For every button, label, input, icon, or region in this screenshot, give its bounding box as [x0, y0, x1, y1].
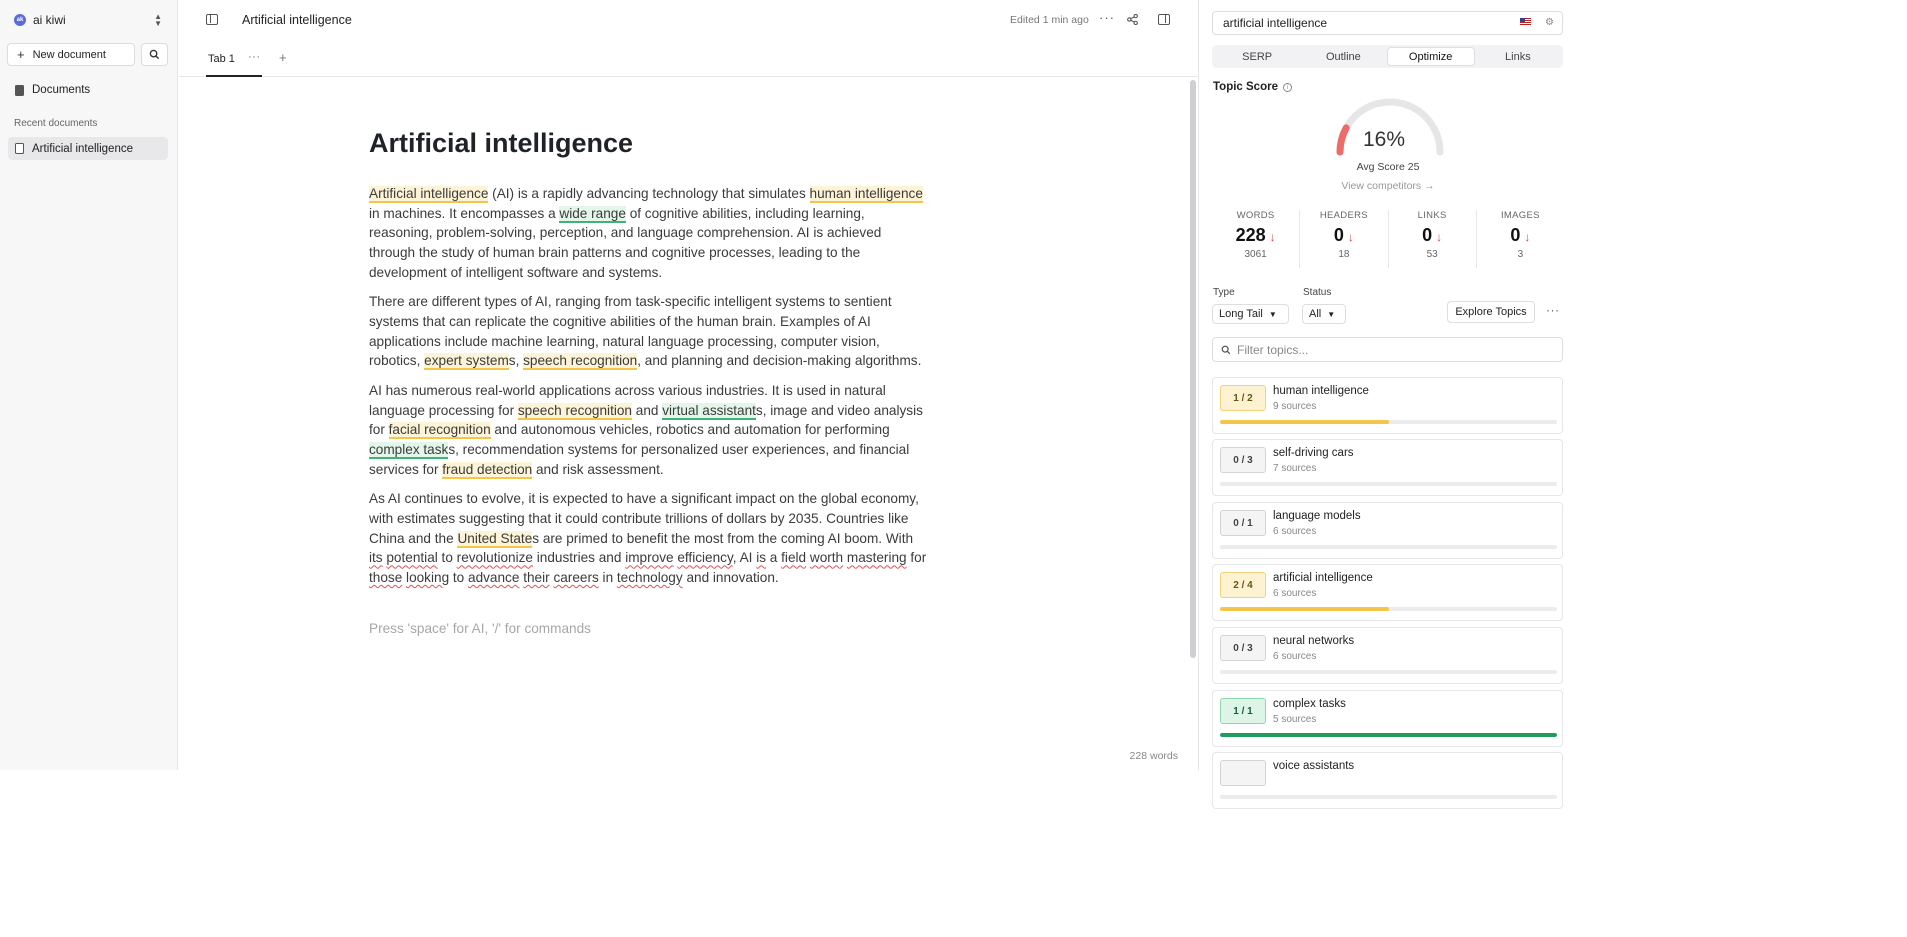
topic-sources: 9 sources	[1273, 401, 1317, 412]
topic-name: artificial intelligence	[1273, 572, 1373, 584]
type-dropdown[interactable]	[1212, 304, 1289, 324]
topic-score-value: 16%	[1362, 128, 1406, 151]
topic-ratio: 1 / 2	[1220, 385, 1266, 411]
word-count: 228 words	[1129, 750, 1178, 762]
stat-value-row	[1389, 225, 1476, 246]
topic-sources: 6 sources	[1273, 526, 1317, 537]
stat-label: HEADERS	[1319, 210, 1368, 221]
stat-value-row	[1477, 225, 1564, 246]
topic-progress	[1220, 420, 1557, 424]
workspace-logo-icon: ak	[14, 14, 26, 26]
stat-links	[1388, 210, 1476, 268]
sidebar	[0, 0, 178, 770]
topic-name: self-driving cars	[1273, 447, 1354, 459]
topic-progress	[1220, 482, 1557, 486]
editor-scrollbar[interactable]	[1190, 80, 1196, 658]
recent-documents-heading: Recent documents	[14, 118, 98, 129]
status-selected: All	[1309, 308, 1322, 320]
topic-progress-fill	[1220, 733, 1557, 737]
search-button[interactable]	[141, 43, 168, 66]
stat-headers	[1299, 210, 1387, 268]
topic-card[interactable]	[1212, 502, 1563, 559]
arrow-down-icon: ↓	[1269, 230, 1276, 244]
topic-card[interactable]	[1212, 627, 1563, 684]
topic-progress	[1220, 607, 1557, 611]
tab-optimize[interactable]: Optimize	[1387, 47, 1475, 66]
document-tabs	[179, 42, 1198, 77]
topic-ratio: 0 / 3	[1220, 635, 1266, 661]
topic-name: voice assistants	[1273, 760, 1355, 772]
stat-target: 18	[1338, 249, 1350, 260]
workspace-switcher[interactable]	[8, 9, 168, 31]
document-icon	[15, 85, 24, 96]
topic-score-heading	[1213, 81, 1292, 93]
topic-ratio: 1 / 1	[1220, 698, 1266, 724]
chevron-up-down-icon: ▲ ▼	[154, 12, 162, 28]
status-label: Status	[1303, 287, 1332, 298]
plus-icon: +	[17, 47, 25, 62]
arrow-down-icon: ↓	[1436, 230, 1443, 244]
toggle-right-panel-icon[interactable]	[1158, 14, 1170, 25]
status-dropdown[interactable]	[1302, 304, 1346, 324]
new-document-label: New document	[32, 48, 106, 61]
stat-target: 53	[1426, 249, 1438, 260]
topic-progress-fill	[1220, 607, 1389, 611]
stat-target: 3061	[1244, 249, 1267, 260]
topic-progress	[1220, 545, 1557, 549]
search-icon	[1221, 345, 1231, 355]
topic-card[interactable]	[1212, 690, 1563, 747]
type-label: Type	[1213, 287, 1235, 298]
optimization-panel	[1198, 0, 1568, 770]
topic-progress	[1220, 670, 1557, 674]
topic-progress	[1220, 795, 1557, 799]
panel-tabs	[1212, 45, 1563, 68]
topic-card[interactable]	[1212, 564, 1563, 621]
topic-name: neural networks	[1273, 635, 1355, 647]
topic-card[interactable]	[1212, 377, 1563, 434]
editor-placeholder[interactable]: Press 'space' for AI, '/' for commands	[369, 621, 591, 636]
keyword-value: artificial intelligence	[1223, 16, 1328, 30]
more-options-icon[interactable]: ···	[1546, 303, 1560, 317]
chevron-down-icon: ▼	[1268, 309, 1277, 319]
paragraph[interactable]: There are different types of AI, ranging from task-specific intelligent systems to sentient systems that can replicate the cognitive abilities of the human brain. Examples of AI applications include machine learning, natural language processing, computer vision, robotics, expert systems, speech recognition, and planning and decision-making algorithms.	[369, 294, 922, 369]
editor[interactable]	[179, 78, 1198, 770]
new-document-button[interactable]	[7, 43, 135, 66]
gear-icon[interactable]: ⚙	[1545, 17, 1554, 28]
stat-value-row	[1212, 225, 1299, 246]
edited-status: Edited 1 min ago	[1010, 14, 1089, 26]
tab-options-icon[interactable]: ···	[248, 51, 261, 63]
tab-serp[interactable]: SERP	[1242, 50, 1273, 63]
topic-name: human intelligence	[1273, 385, 1369, 397]
share-icon[interactable]	[1127, 14, 1138, 25]
toggle-sidebar-icon[interactable]	[206, 14, 218, 25]
workspace-name: ai kiwi	[33, 13, 66, 27]
topic-ratio	[1220, 760, 1266, 786]
paragraph[interactable]: Artificial intelligence (AI) is a rapidly advancing technology that simulates human intelligence in machines. It encompasses a wide range of cognitive abilities, including learning, reasoning, problem-solving, perception, and language comprehension. AI is achieved through the study of human brain patterns and cognitive processes, leading to the development of intelligent software and systems.	[369, 186, 923, 280]
topic-progress	[1220, 733, 1557, 737]
explore-topics-button[interactable]: Explore Topics	[1447, 301, 1535, 323]
sidebar-item-documents[interactable]	[8, 80, 168, 100]
stat-target: 3	[1517, 249, 1524, 260]
document-body[interactable]	[369, 184, 929, 598]
more-options-icon[interactable]: ···	[1099, 10, 1115, 25]
paragraph[interactable]: As AI continues to evolve, it is expected to have a significant impact on the global economy, with estimates suggesting that it could contribute trillions of dollars by 2035. Countries like China and the United States are primed to benefit the most from the coming AI boom. With its potential to revolutionize industries and improve efficiency, AI is a field worth mastering for those looking to advance their careers in technology and innovation.	[369, 491, 927, 586]
stat-label: IMAGES	[1500, 210, 1540, 221]
keyword-input[interactable]	[1212, 11, 1563, 35]
stat-value-row	[1300, 225, 1387, 246]
tab-outline[interactable]: Outline	[1325, 50, 1361, 63]
topic-ratio: 0 / 1	[1220, 510, 1266, 536]
topic-sources: 6 sources	[1273, 588, 1317, 599]
topic-ratio: 0 / 3	[1220, 447, 1266, 473]
arrow-down-icon: ↓	[1347, 230, 1354, 244]
view-competitors-link[interactable]: View competitors →	[1341, 180, 1435, 192]
topic-ratio: 2 / 4	[1220, 572, 1266, 598]
stat-value: 0	[1510, 225, 1521, 245]
document-title-breadcrumb: Artificial intelligence	[242, 13, 352, 27]
topic-sources: 6 sources	[1273, 651, 1317, 662]
type-selected: Long Tail	[1219, 308, 1263, 320]
stat-value: 228	[1235, 225, 1266, 245]
add-tab-icon[interactable]: +	[279, 50, 287, 65]
filter-placeholder: Filter topics...	[1237, 342, 1309, 357]
document-icon	[15, 143, 24, 154]
stat-images	[1476, 210, 1564, 268]
filter-topics-input[interactable]	[1212, 337, 1563, 362]
topic-sources: 7 sources	[1273, 463, 1317, 474]
topic-card[interactable]	[1212, 439, 1563, 496]
topic-name: complex tasks	[1273, 698, 1346, 710]
topic-sources: 5 sources	[1273, 714, 1317, 725]
topic-progress-fill	[1220, 420, 1389, 424]
recent-document-item[interactable]	[8, 137, 168, 160]
average-score: Avg Score 25	[1356, 161, 1420, 173]
stat-words	[1212, 210, 1299, 268]
chevron-down-icon: ▼	[1327, 309, 1336, 319]
topic-score-label: Topic Score	[1213, 81, 1278, 93]
stat-label: LINKS	[1417, 210, 1447, 221]
topic-name: language models	[1273, 510, 1361, 522]
us-flag-icon[interactable]	[1520, 18, 1531, 26]
topic-card[interactable]	[1212, 752, 1563, 809]
recent-document-label: Artificial intelligence	[32, 142, 133, 155]
stat-label: WORDS	[1236, 210, 1275, 221]
stat-value: 0	[1422, 225, 1433, 245]
stat-value: 0	[1333, 225, 1344, 245]
sidebar-item-label: Documents	[32, 84, 91, 96]
top-bar	[179, 0, 1198, 42]
tab-links[interactable]: Links	[1505, 50, 1531, 63]
info-icon[interactable]: i	[1283, 83, 1292, 92]
tab-label: Tab 1	[208, 52, 235, 65]
paragraph[interactable]: AI has numerous real-world applications across various industries. It is used in natural language processing for speech recognition and virtual assistants, image and video analysis for facial recognition and autonomous vehicles, robotics and automation for performing complex tasks, recommendation systems for personalized user experiences, and financial services for fraud detection and risk assessment.	[369, 382, 923, 477]
arrow-down-icon: ↓	[1524, 230, 1531, 244]
content-stats	[1212, 210, 1564, 268]
search-icon	[149, 49, 160, 60]
document-heading[interactable]: Artificial intelligence	[369, 128, 634, 158]
